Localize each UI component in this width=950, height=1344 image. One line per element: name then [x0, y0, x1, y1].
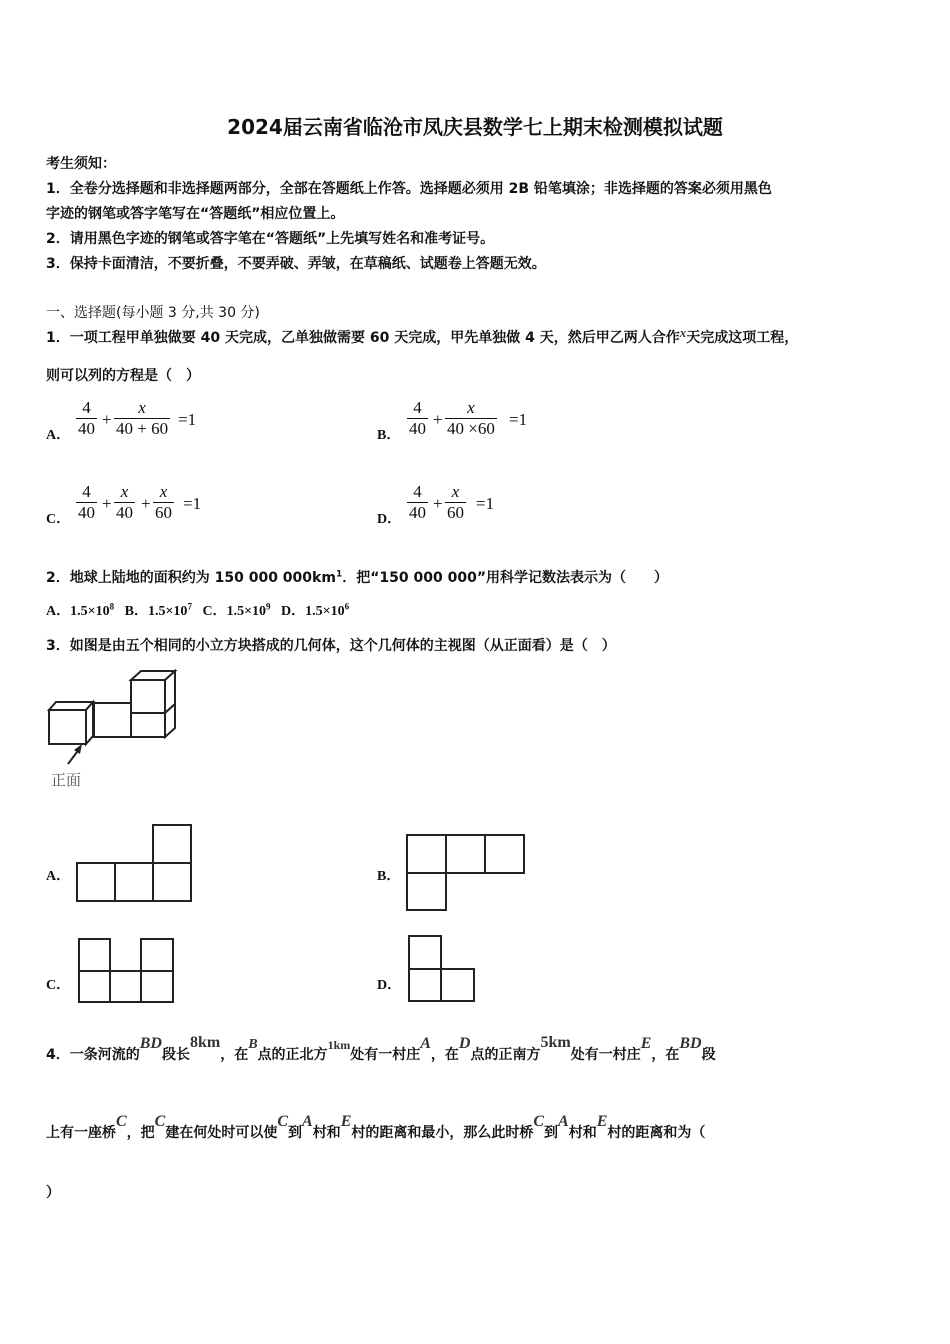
- notice-heading: 考生须知：: [46, 156, 116, 172]
- q4-text: 村的距离和最小，那么此时桥: [351, 1125, 534, 1141]
- q4-var-a: A: [558, 1113, 569, 1130]
- q4-text: 到: [544, 1125, 559, 1141]
- q4-text: 建在何处时可以使: [165, 1125, 278, 1141]
- q4-text: ，在: [220, 1047, 249, 1063]
- q1-a-fraction-1: [76, 398, 97, 439]
- q4-text: 点的正南方: [470, 1047, 541, 1063]
- numerator: x: [467, 398, 475, 417]
- q2-text-a: 2．地球上陆地的面积约为 150 000 000km: [46, 570, 336, 586]
- q3-option-d-label[interactable]: D．: [377, 978, 402, 993]
- page-title: 2024届云南省临沧市凤庆县数学七上期末检测模拟试题: [227, 115, 723, 139]
- q1-c-plus-1: +: [102, 494, 112, 513]
- q1-b-fraction-1: [407, 398, 428, 439]
- denominator: 40 ×60: [447, 419, 495, 438]
- q1-text-line-2: 则可以列的方程是（ ）: [46, 368, 200, 384]
- numerator: 4: [413, 482, 422, 501]
- denominator: 40: [409, 503, 426, 522]
- q4-var-c: C: [116, 1113, 127, 1130]
- q1-c-fraction-3: [153, 482, 174, 523]
- q4-text: 点的正北方: [257, 1047, 328, 1063]
- q1-d-equals: =1: [476, 494, 495, 513]
- q4-var-bd: BD: [139, 1035, 162, 1052]
- q4-var-c: C: [154, 1113, 166, 1130]
- notice-line-3: 3．保持卡面清洁，不要折叠，不要弄破、弄皱，在草稿纸、试题卷上答题无效。: [46, 256, 546, 272]
- q4-text: 村和: [312, 1125, 341, 1141]
- q1-option-d-label[interactable]: D．: [377, 512, 402, 527]
- numerator: 4: [413, 398, 422, 417]
- q3-option-c-figure[interactable]: [78, 938, 176, 1004]
- q4-line-2: [46, 1113, 706, 1156]
- numerator: 4: [82, 482, 91, 501]
- q3-cube-figure: [44, 668, 184, 764]
- q1-b-equals: =1: [509, 410, 528, 429]
- q4-var-bd: BD: [679, 1035, 702, 1052]
- denominator: 40: [409, 419, 426, 438]
- q1-c-fraction-1: [76, 482, 97, 523]
- q4-text: 到: [288, 1125, 303, 1141]
- q4-var-d: D: [458, 1035, 471, 1052]
- q4-var-e: E: [340, 1113, 352, 1130]
- q2-text: [46, 567, 668, 587]
- q4-text: ，在: [430, 1047, 459, 1063]
- denominator: 60: [155, 503, 172, 522]
- q1-option-b-label[interactable]: B．: [377, 428, 401, 443]
- denominator: 40: [78, 503, 95, 522]
- q4-text: ，在: [651, 1047, 680, 1063]
- q4-text: 村和: [568, 1125, 597, 1141]
- q4-text: 段: [701, 1047, 716, 1063]
- q1-option-c-label[interactable]: C．: [46, 512, 71, 527]
- q3-option-b-label[interactable]: B．: [377, 869, 401, 884]
- q4-text: 处有一村庄: [570, 1047, 641, 1063]
- q4-dist-1km: 1km: [327, 1038, 351, 1052]
- q3-option-a-figure[interactable]: [76, 824, 194, 904]
- q3-text: 3．如图是由五个相同的小立方块搭成的几何体，这个几何体的主视图（从正面看）是（ ）: [46, 638, 616, 654]
- q1-b-plus: +: [433, 410, 443, 429]
- q1-a-fraction-2: [114, 398, 170, 439]
- q4-var-b: B: [248, 1037, 258, 1052]
- numerator: x: [451, 482, 460, 501]
- q4-text: 处有一村庄: [350, 1047, 421, 1063]
- q2-option-c[interactable]: C．$1.5\times 10^9$: [202, 601, 271, 619]
- q2-option-d[interactable]: D．$1.5\times 10^6$: [281, 601, 350, 619]
- q1-option-a-label[interactable]: A．: [46, 428, 71, 443]
- q3-option-a-label[interactable]: A．: [46, 869, 71, 884]
- q4-text: 上有一座桥: [46, 1125, 116, 1141]
- numerator: x: [138, 398, 146, 417]
- denominator: 40: [116, 503, 133, 522]
- numerator: 4: [82, 398, 91, 417]
- q4-var-a: A: [302, 1113, 313, 1130]
- denominator: 60: [447, 503, 464, 522]
- notice-line-1a: 1．全卷分选择题和非选择题两部分，全部在答题纸上作答。选择题必须用 2B 铅笔填涂；非选择题的答案必须用黑色: [46, 181, 772, 197]
- q1-a-plus: +: [102, 410, 112, 429]
- denominator: 40 + 60: [116, 419, 169, 438]
- q3-option-b-figure[interactable]: [406, 834, 526, 912]
- q2-options: [46, 600, 349, 620]
- notice-line-1b: 字迹的钢笔或答字笔写在“答题纸”相应位置上。: [46, 206, 345, 222]
- notice-line-2: 2．请用黑色字迹的钢笔或答字笔在“答题纸”上先填写姓名和准考证号。: [46, 231, 495, 247]
- q4-dist-8km: 8km: [189, 1034, 221, 1051]
- section-heading: 一、选择题(每小题 3 分,共 30 分): [46, 305, 260, 321]
- q1-b-fraction-2: [445, 398, 497, 439]
- q3-option-d-figure[interactable]: [408, 935, 478, 1003]
- q3-option-c-label[interactable]: C．: [46, 978, 71, 993]
- q4-var-c: C: [533, 1113, 545, 1130]
- q4-text: 段长: [161, 1047, 190, 1063]
- q4-text: 4．一条河流的: [46, 1047, 140, 1063]
- q1-var-x: x: [679, 325, 687, 340]
- q1-text-line-1: [46, 327, 798, 347]
- denominator: 40: [78, 419, 95, 438]
- q1-d-fraction-1: [407, 482, 428, 523]
- numerator: x: [159, 482, 168, 501]
- q1-c-fraction-2: [114, 482, 135, 523]
- q4-line-1: [46, 1034, 716, 1078]
- q4-var-c: C: [277, 1113, 289, 1130]
- q4-line-3: ）: [46, 1185, 60, 1201]
- q4-var-e: E: [640, 1035, 652, 1052]
- q4-text: 村的距离和为（: [607, 1125, 706, 1141]
- q1-text-b: 天完成这项工程，: [686, 330, 799, 346]
- q2-text-b: ．把“150 000 000”用科学记数法表示为（ ）: [342, 570, 669, 586]
- q4-text: ，把: [126, 1125, 155, 1141]
- q1-d-plus: +: [433, 494, 443, 513]
- q4-var-e: E: [596, 1113, 608, 1130]
- q1-c-equals: =1: [183, 494, 202, 513]
- q1-text-a: 1．一项工程甲单独做要 40 天完成，乙单独做需要 60 天完成，甲先单独做 4 天，然后甲乙两人合作: [46, 330, 680, 346]
- q4-dist-5km: 5km: [540, 1034, 571, 1051]
- q3-front-label: 正面: [51, 771, 82, 789]
- q2-option-b[interactable]: B．$1.5\times 10^7$: [124, 601, 192, 619]
- q2-option-a[interactable]: A．$1.5\times 10^8$: [46, 601, 115, 619]
- q1-c-plus-2: +: [141, 494, 151, 513]
- q1-a-equals: =1: [178, 410, 197, 429]
- numerator: x: [120, 482, 129, 501]
- q2-superscript: 1: [335, 569, 343, 580]
- q4-var-a: A: [420, 1035, 431, 1052]
- q1-d-fraction-2: [445, 482, 466, 523]
